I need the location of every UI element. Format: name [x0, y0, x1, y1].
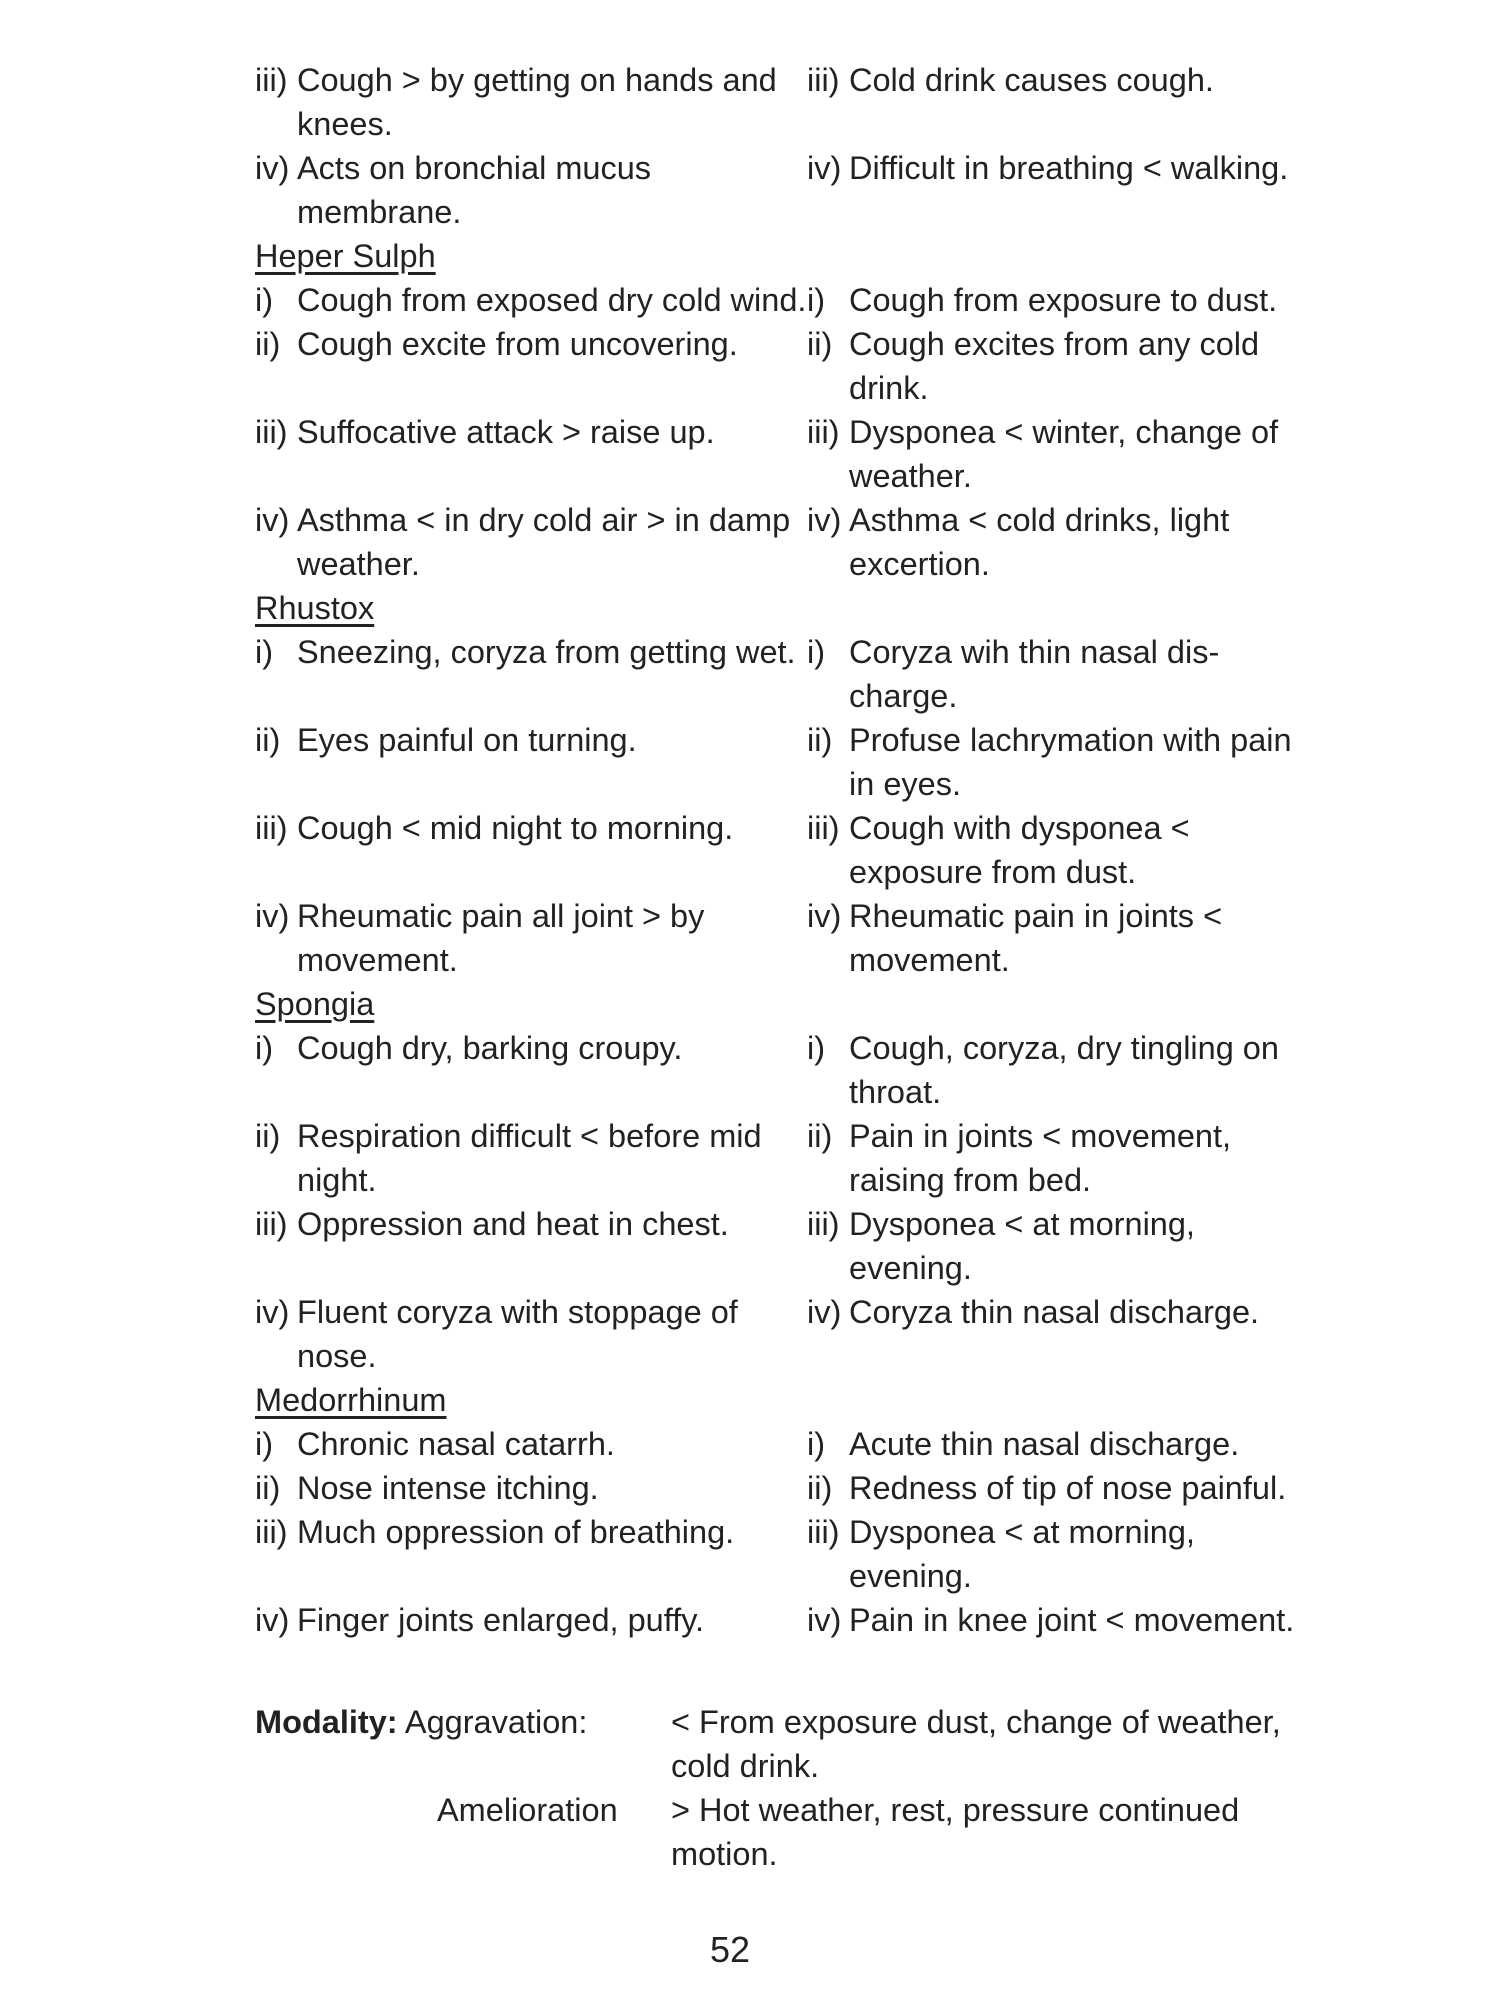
row-pair [255, 894, 1315, 982]
row-pair [255, 1202, 1315, 1290]
row-pair [255, 278, 1315, 322]
row-pair [255, 1290, 1315, 1378]
right-item [807, 498, 1315, 586]
item-number: ii) [807, 722, 833, 758]
left-item [255, 894, 807, 982]
item-number: i) [255, 1426, 274, 1462]
item-text: Cough, coryza, dry tingling on throat. [849, 1030, 1279, 1110]
item-text: Dysponea < at morning, evening. [849, 1514, 1195, 1594]
item-number: iii) [807, 810, 840, 846]
amelioration-text: > Hot weather, rest, pressure continued motion. [671, 1792, 1240, 1872]
aggravation-label: Aggravation: [404, 1704, 588, 1740]
modality-block [255, 1700, 1315, 1876]
row-pair [255, 630, 1315, 718]
row-pair [255, 58, 1315, 146]
aggravation-row [255, 1700, 1315, 1788]
item-number: ii) [807, 326, 833, 362]
left-item [255, 410, 807, 498]
item-text: Dysponea < winter, change of weather. [849, 414, 1279, 494]
aggravation-text: < From exposure dust, change of weather, cold drink. [671, 1704, 1281, 1784]
item-text: Cough dry, barking croupy. [297, 1030, 683, 1066]
item-text: Profuse lachrymation with pain in eyes. [849, 722, 1292, 802]
row-pair [255, 718, 1315, 806]
item-number: i) [807, 1426, 826, 1462]
item-text: Dysponea < at morning, evening. [849, 1206, 1195, 1286]
item-text: Nose intense itching. [297, 1470, 599, 1506]
left-item [255, 322, 807, 410]
right-item [807, 1202, 1315, 1290]
left-item [255, 1202, 807, 1290]
item-number: iv) [255, 1294, 290, 1330]
item-text: Chronic nasal catarrh. [297, 1426, 615, 1462]
section-medorrhinum [255, 1378, 1315, 1642]
item-text: Cough < mid night to morning. [297, 810, 734, 846]
row-pair [255, 410, 1315, 498]
row-pair [255, 498, 1315, 586]
item-text: Acts on bronchial mucus membrane. [297, 150, 652, 230]
left-item [255, 1466, 807, 1510]
item-number: i) [255, 634, 274, 670]
amelioration-label: Amelioration [437, 1792, 618, 1828]
row-pair [255, 1422, 1315, 1466]
item-text: Respiration difficult < before mid night. [297, 1118, 762, 1198]
item-number: iii) [807, 414, 840, 450]
right-item [807, 1598, 1315, 1642]
item-text: Cough from exposure to dust. [849, 282, 1278, 318]
right-item [807, 278, 1315, 322]
row-pair [255, 1114, 1315, 1202]
item-text: Pain in knee joint < movement. [849, 1602, 1295, 1638]
right-item [807, 146, 1315, 234]
item-text: Eyes painful on turning. [297, 722, 637, 758]
item-number: ii) [255, 1470, 281, 1506]
left-item [255, 1598, 807, 1642]
section-heper-sulph [255, 234, 1315, 586]
left-item [255, 630, 807, 718]
item-number: iii) [255, 414, 288, 450]
item-number: iii) [807, 1206, 840, 1242]
section-heading: Spongia [255, 986, 375, 1022]
item-number: ii) [255, 1118, 281, 1154]
item-number: ii) [255, 722, 281, 758]
left-item [255, 1290, 807, 1378]
row-pair [255, 1026, 1315, 1114]
right-item [807, 1510, 1315, 1598]
left-item [255, 498, 807, 586]
item-number: ii) [807, 1118, 833, 1154]
item-text: Asthma < cold drinks, light excertion. [849, 502, 1230, 582]
item-number: ii) [807, 1470, 833, 1506]
item-text: Cold drink causes cough. [849, 62, 1214, 98]
item-number: i) [807, 634, 826, 670]
item-number: iii) [255, 1206, 288, 1242]
item-text: Acute thin nasal discharge. [849, 1426, 1240, 1462]
row-pair [255, 1466, 1315, 1510]
item-text: Cough with dysponea < exposure from dust. [849, 810, 1190, 890]
section-heading: Medorrhinum [255, 1382, 447, 1418]
left-item [255, 806, 807, 894]
item-text: Much oppression of breathing. [297, 1514, 735, 1550]
comparison-content [255, 58, 1315, 1642]
item-number: i) [807, 1030, 826, 1066]
item-number: iii) [255, 1514, 288, 1550]
item-number: iv) [255, 502, 290, 538]
item-text: Cough excites from any cold drink. [849, 326, 1260, 406]
item-text: Finger joints enlarged, puffy. [297, 1602, 705, 1638]
item-number: i) [807, 282, 826, 318]
aggravation-label-group [255, 1700, 671, 1788]
item-number: iv) [807, 150, 842, 186]
row-pair [255, 1598, 1315, 1642]
item-text: Rheumatic pain in joints < movement. [849, 898, 1223, 978]
item-number: iii) [807, 1514, 840, 1550]
item-number: iii) [255, 810, 288, 846]
item-number: iv) [807, 502, 842, 538]
item-number: iv) [255, 150, 290, 186]
right-item [807, 1422, 1315, 1466]
item-number: iii) [807, 62, 840, 98]
right-item [807, 894, 1315, 982]
item-text: Rheumatic pain all joint > by movement. [297, 898, 705, 978]
item-text: Asthma < in dry cold air > in damp weather. [297, 502, 791, 582]
row-pair [255, 806, 1315, 894]
left-item [255, 58, 807, 146]
left-item [255, 1026, 807, 1114]
item-number: iv) [807, 898, 842, 934]
item-text: Cough excite from uncovering. [297, 326, 738, 362]
item-number: ii) [255, 326, 281, 362]
item-number: iv) [255, 1602, 290, 1638]
item-number: iv) [255, 898, 290, 934]
item-number: i) [255, 282, 274, 318]
left-item [255, 146, 807, 234]
row-pair [255, 146, 1315, 234]
right-item [807, 1114, 1315, 1202]
left-item [255, 1422, 807, 1466]
section-heading: Rhustox [255, 590, 375, 626]
left-item [255, 278, 807, 322]
item-text: Pain in joints < movement, raising from bed. [849, 1118, 1232, 1198]
amelioration-row [255, 1788, 1315, 1876]
left-item [255, 1510, 807, 1598]
left-item [255, 1114, 807, 1202]
item-number: iii) [255, 62, 288, 98]
section-heading: Heper Sulph [255, 238, 436, 274]
right-item [807, 58, 1315, 146]
left-item [255, 718, 807, 806]
item-text: Cough from exposed dry cold wind. [297, 282, 807, 318]
right-item [807, 630, 1315, 718]
right-item [807, 1290, 1315, 1378]
item-text: Cough > by getting on hands and knees. [297, 62, 777, 142]
section-spongia [255, 982, 1315, 1378]
row-pair [255, 322, 1315, 410]
row-pair [255, 1510, 1315, 1598]
section-continuation [255, 58, 1315, 234]
right-item [807, 322, 1315, 410]
right-item [807, 410, 1315, 498]
right-item [807, 806, 1315, 894]
item-number: iv) [807, 1294, 842, 1330]
item-text: Coryza wih thin nasal dis-charge. [849, 634, 1220, 714]
item-text: Suffocative attack > raise up. [297, 414, 715, 450]
right-item [807, 718, 1315, 806]
item-text: Coryza thin nasal discharge. [849, 1294, 1260, 1330]
item-text: Redness of tip of nose painful. [849, 1470, 1287, 1506]
right-item [807, 1026, 1315, 1114]
modality-label: Modality: [255, 1704, 398, 1740]
section-rhustox [255, 586, 1315, 982]
page-number: 52 [709, 1929, 751, 1970]
item-text: Difficult in breathing < walking. [849, 150, 1289, 186]
item-text: Oppression and heat in chest. [297, 1206, 729, 1242]
item-text: Sneezing, coryza from getting wet. [297, 634, 796, 670]
item-number: iv) [807, 1602, 842, 1638]
right-item [807, 1466, 1315, 1510]
item-number: i) [255, 1030, 274, 1066]
item-text: Fluent coryza with stoppage of nose. [297, 1294, 738, 1374]
